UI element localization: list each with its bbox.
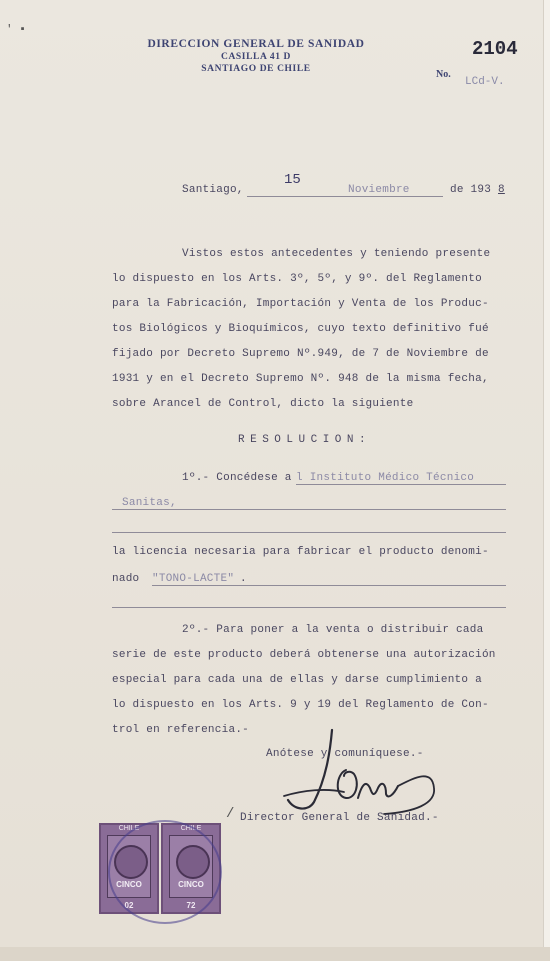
- stamp-country: CHILE: [180, 825, 202, 832]
- blank-underline: [112, 509, 506, 510]
- preamble-line: tos Biológicos y Bioquímicos, cuyo texto definitivo fué: [112, 323, 489, 335]
- date-year-prefix: de 193: [450, 184, 492, 196]
- date-day: 15: [284, 172, 301, 188]
- stamp-serial: 02: [124, 901, 134, 910]
- corner-mark: ' ▪: [6, 24, 26, 36]
- letterhead-po-box: CASILLA 41 D: [220, 52, 292, 62]
- letterhead-institution: DIRECCION GENERAL DE SANIDAD: [147, 38, 365, 50]
- article2-line: serie de este producto deberá obtenerse una autorización: [112, 649, 496, 661]
- preamble-line: Vistos estos antecedentes y teniendo presente: [182, 248, 491, 260]
- preamble-line: lo dispuesto en los Arts. 3º, 5º, y 9º. del Reglamento: [112, 273, 482, 285]
- preamble-line: sobre Arancel de Control, dicto la siguiente: [112, 398, 414, 410]
- stamp-country: CHILE: [118, 825, 140, 832]
- article2-line: 2º.- Para poner a la venta o distribuir cada: [182, 624, 484, 636]
- date-year-digit: 8: [498, 184, 505, 196]
- article1-lead: 1º.- Concédese a: [182, 472, 292, 484]
- article1-product-underline: [152, 585, 506, 586]
- preamble-line: para la Fabricación, Importación y Venta de los Produc-: [112, 298, 489, 310]
- date-city: Santiago,: [182, 184, 244, 196]
- handwritten-signature: [274, 728, 444, 818]
- cancellation-postmark: [108, 820, 222, 924]
- closing-text: Anótese y comuníquese.-: [266, 748, 424, 760]
- date-month: Noviembre: [348, 184, 410, 196]
- article2-line: lo dispuesto en los Arts. 9 y 19 del Reglamento de Con-: [112, 699, 489, 711]
- article1-product-end: .: [240, 573, 247, 585]
- document-number: 2104: [472, 38, 518, 60]
- article1-product-lead: nado: [112, 573, 140, 585]
- reference-value: LCd-V.: [465, 76, 505, 88]
- stamp-serial: 72: [186, 901, 196, 910]
- stamp-value: CINCO: [116, 880, 142, 889]
- reference-label: No.: [436, 69, 451, 80]
- date-month-underline: [343, 196, 443, 197]
- letterhead-city: SANTIAGO DE CHILE: [201, 64, 311, 74]
- article2-line: especial para cada una de ellas y darse cumplimiento a: [112, 674, 482, 686]
- blank-underline: [112, 607, 506, 608]
- date-day-underline: [247, 196, 343, 197]
- signature-title: Director General de Sanidad.-: [240, 812, 439, 824]
- page-edge: [543, 0, 550, 961]
- article1-text: la licencia necesaria para fabricar el producto denomi-: [112, 546, 489, 558]
- bracket-mark: /: [226, 806, 235, 822]
- resolution-heading: RESOLUCION:: [238, 434, 372, 446]
- page-bottom-edge: [0, 947, 550, 961]
- stamp-value: CINCO: [178, 880, 204, 889]
- article1-product-name: "TONO-LACTE": [152, 573, 235, 585]
- letterhead: [120, 38, 392, 74]
- preamble-line: 1931 y en el Decreto Supremo Nº. 948 de la misma fecha,: [112, 373, 489, 385]
- preamble-line: fijado por Decreto Supremo Nº.949, de 7 de Noviembre de: [112, 348, 489, 360]
- article1-licensee-underline: [296, 484, 506, 485]
- blank-underline: [112, 532, 506, 533]
- article2-line: trol en referencia.-: [112, 724, 250, 736]
- article1-licensee-cont: Sanitas,: [122, 497, 177, 509]
- article1-licensee: l Instituto Médico Técnico: [296, 472, 475, 484]
